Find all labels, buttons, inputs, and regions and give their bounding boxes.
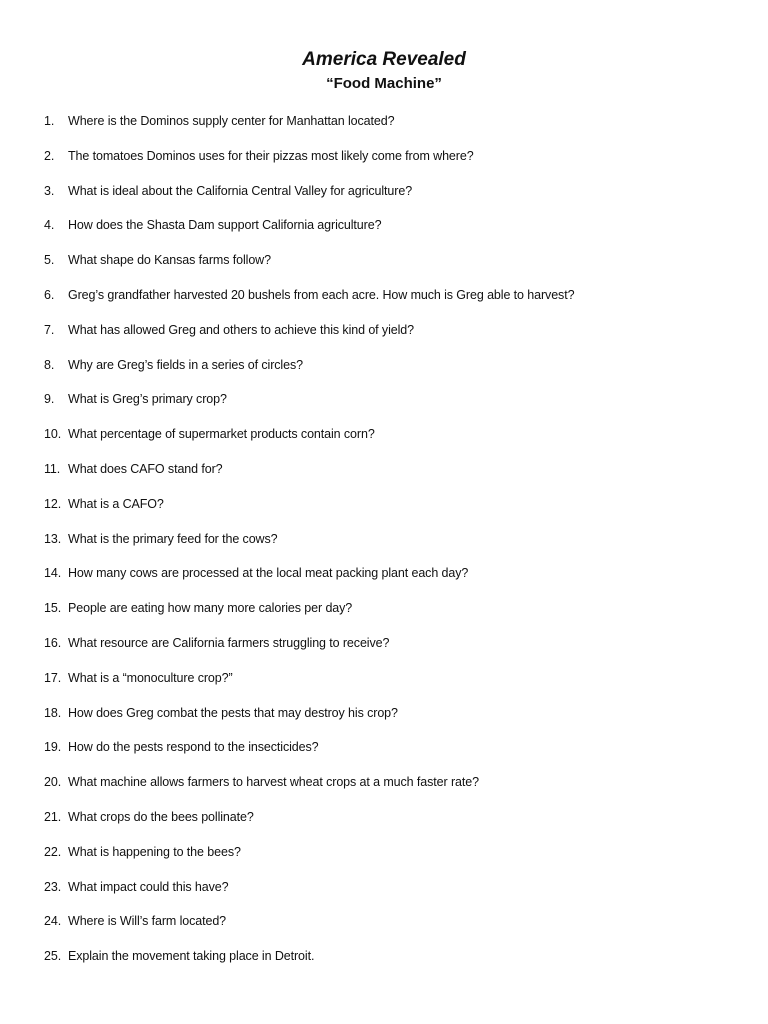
question-number: 8. [44,357,55,372]
question-text: What impact could this have? [68,879,229,894]
question-number: 23. [44,879,62,894]
question-item [0,389,768,424]
question-text: What is a “monoculture crop?” [68,670,233,685]
question-text: How does the Shasta Dam support California agriculture? [68,218,382,233]
question-item [0,946,768,981]
question-number: 12. [44,496,62,511]
question-item [0,424,768,459]
question-text: Why are Greg’s fields in a series of circles? [68,357,303,372]
question-number: 4. [44,218,55,233]
question-item [0,494,768,529]
question-text: The tomatoes Dominos uses for their pizzas most likely come from where? [68,148,474,163]
question-text: People are eating how many more calories per day? [68,601,353,616]
question-item [0,355,768,390]
question-item [0,320,768,355]
question-text: Where is Will’s farm located? [68,914,227,929]
question-item [0,181,768,216]
question-text: What shape do Kansas farms follow? [68,253,271,268]
question-item [0,598,768,633]
question-item [0,459,768,494]
question-item [0,772,768,807]
question-text: What is a CAFO? [68,496,164,511]
question-item [0,563,768,598]
question-number: 20. [44,775,62,790]
question-number: 25. [44,949,62,964]
question-text: What crops do the bees pollinate? [68,809,254,824]
question-text: Greg’s grandfather harvested 20 bushels from each acre. How much is Greg able to harvest? [68,287,575,302]
question-text: How do the pests respond to the insecticides? [68,740,319,755]
question-number: 24. [44,914,62,929]
question-item [0,911,768,946]
question-list [0,111,768,981]
question-number: 6. [44,287,55,302]
question-text: How many cows are processed at the local meat packing plant each day? [68,566,469,581]
question-text: What machine allows farmers to harvest wheat crops at a much faster rate? [68,775,479,790]
question-item [0,285,768,320]
question-number: 3. [44,183,55,198]
question-number: 2. [44,148,55,163]
question-number: 17. [44,670,62,685]
question-number: 16. [44,635,62,650]
question-number: 9. [44,392,55,407]
question-item [0,215,768,250]
question-text: How does Greg combat the pests that may destroy his crop? [68,705,398,720]
question-number: 15. [44,601,62,616]
question-number: 14. [44,566,62,581]
question-number: 19. [44,740,62,755]
question-number: 1. [44,114,55,128]
question-number: 5. [44,253,55,268]
question-item [0,529,768,564]
document-subtitle: “Food Machine” [326,75,442,92]
question-number: 11. [44,461,61,476]
question-text: What does CAFO stand for? [68,461,223,476]
question-text: What resource are California farmers struggling to receive? [68,635,390,650]
question-text: Explain the movement taking place in Detroit. [68,949,315,964]
question-item [0,807,768,842]
question-item [0,146,768,181]
question-number: 18. [44,705,62,720]
question-number: 13. [44,531,62,546]
question-item [0,703,768,738]
question-item [0,250,768,285]
question-item [0,668,768,703]
question-text: Where is the Dominos supply center for Manhattan located? [68,114,395,128]
question-item [0,111,768,146]
question-number: 22. [44,844,62,859]
document-title: America Revealed [302,49,466,70]
question-text: What percentage of supermarket products contain corn? [68,427,375,442]
question-item [0,842,768,877]
question-item [0,877,768,912]
question-text: What is happening to the bees? [68,844,241,859]
question-text: What is Greg’s primary crop? [68,392,227,407]
question-text: What has allowed Greg and others to achieve this kind of yield? [68,322,414,337]
question-text: What is the primary feed for the cows? [68,531,278,546]
question-item [0,737,768,772]
question-number: 7. [44,322,55,337]
question-item [0,633,768,668]
question-number: 10. [44,427,62,442]
question-number: 21. [44,809,62,824]
question-text: What is ideal about the California Central Valley for agriculture? [68,183,413,198]
